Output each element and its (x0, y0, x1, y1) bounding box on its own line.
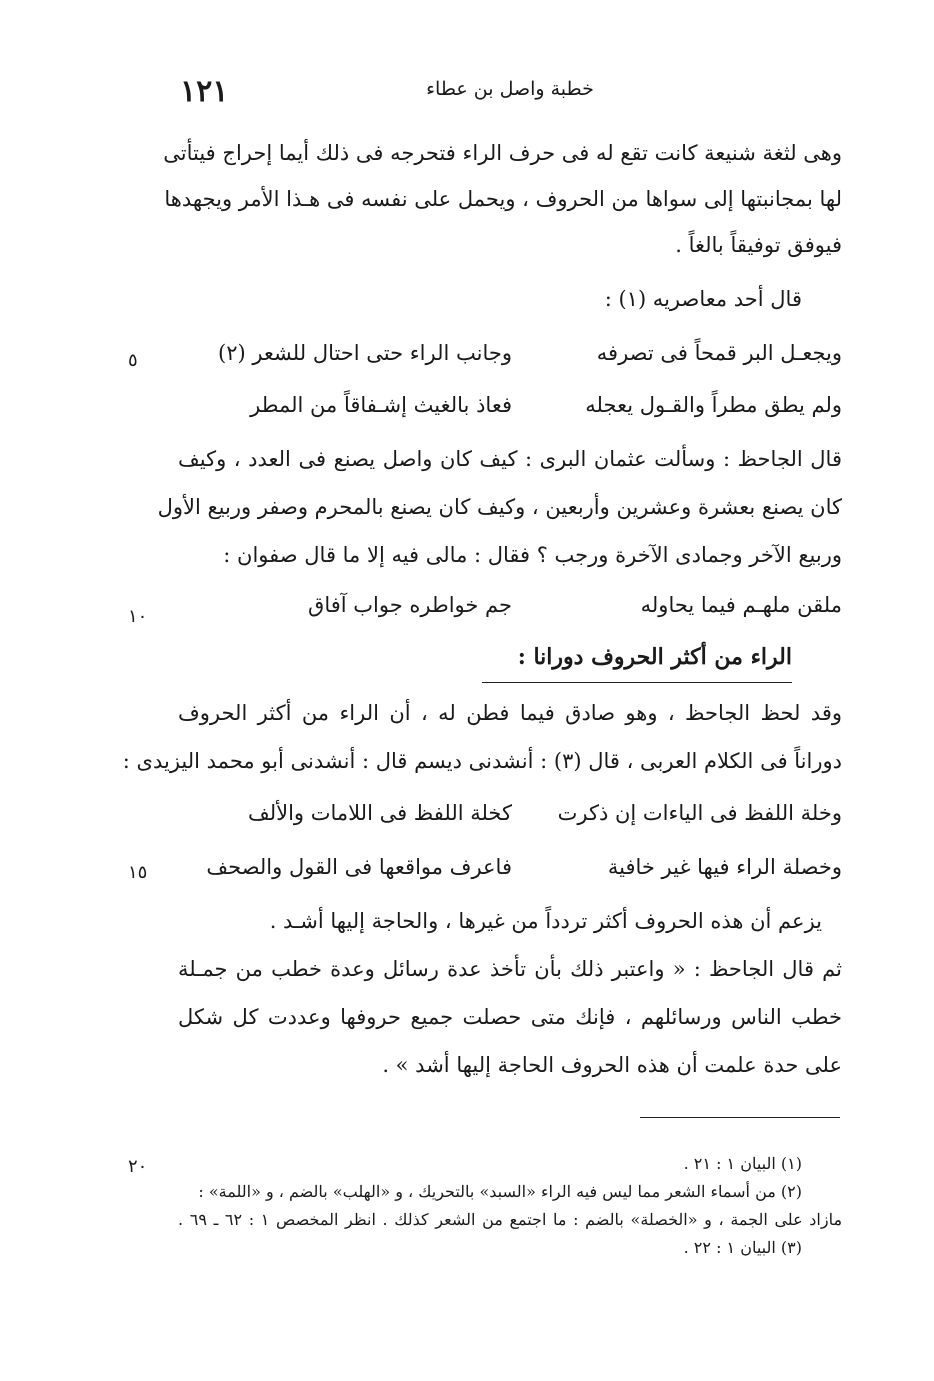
verse-intro: قال أحد معاصريه (١) : (604, 287, 802, 311)
paragraph-line: على حدة علمت أن هذه الحروف الحاجة إليها أشد » . (382, 1053, 842, 1077)
poem-verse (178, 790, 842, 836)
poem-verse (178, 844, 842, 890)
verse-hemistich-second: كخلة اللفظ فى اللامات والألف (247, 801, 512, 825)
line-number-marker: ٥ (128, 350, 138, 371)
poem-verse (178, 330, 842, 376)
paragraph-line: وربيع الآخر وجمادى الآخرة ورجب ؟ فقال : مالى فيه إلا ما قال صفوان : (223, 543, 842, 567)
paragraph-line: لها بمجانبتها إلى سواها من الحروف ، ويحمل على نفسه فى هـذا الأمر ويجهدها (164, 187, 842, 211)
paragraph-line: ثم قال الجاحظ : « واعتبر ذلك بأن تأخذ عدة رسائل وعدة خطب من جمـلة (178, 957, 842, 981)
footnote-separator (640, 1117, 840, 1118)
section-subheading: الراء من أكثر الحروف دورانا : (517, 644, 792, 670)
running-title: خطبة واصل بن عطاء (426, 78, 594, 100)
line-number-marker: ٢٠ (128, 1156, 148, 1177)
footnote: (١) البيان ١ : ٢١ . (683, 1154, 802, 1173)
verse-hemistich-second: جم خواطره جواب آفاق (308, 593, 512, 617)
footnote: (٣) البيان ١ : ٢٢ . (683, 1238, 802, 1257)
verse-hemistich-second: فاعرف مواقعها فى القول والصحف (206, 855, 512, 879)
line-number-marker: ١٠ (128, 606, 148, 627)
paragraph-line: وقد لحظ الجاحظ ، وهو صادق فيما فطن له ، أن الراء من أكثر الحروف (178, 701, 842, 725)
paragraph-line: كان يصنع بعشرة وعشرين وأربعين ، وكيف كان يصنع بالمحرم وصفر وربيع الأول (157, 495, 842, 519)
line-number-marker: ١٥ (128, 862, 148, 883)
verse-hemistich-first: وخصلة الراء فيها غير خافية (607, 855, 842, 879)
poem-verse (178, 582, 842, 628)
verse-hemistich-second: فعاذ بالغيث إشـفاقاً من المطر (250, 393, 512, 417)
paragraph-line: خطب الناس ورسائلهم ، فإنك متى حصلت جميع حروفها وعددت كل شكل (178, 1005, 842, 1029)
verse-hemistich-first: ملقن ملهـم فيما يحاوله (640, 593, 842, 617)
page-header (180, 70, 840, 110)
paragraph-line: يزعم أن هذه الحروف أكثر تردداً من غيرها ، والحاجة إليها أشـد . (269, 909, 822, 933)
paragraph-line: وهى لثغة شنيعة كانت تقع له فى حرف الراء فتحرجه فى ذلك أيما إحراج فيتأتى (163, 141, 842, 165)
verse-hemistich-first: ويجعـل البر قمحاً فى تصرفه (596, 341, 842, 365)
footnote-continuation: مازاد على الجمة ، و «الخصلة» بالضم : ما اجتمع من الشعر كذلك . انظر المخصص ١ : ٦٢ ـ ٦٩ . (178, 1210, 843, 1229)
verse-hemistich-first: وخلة اللفظ فى الياءات إن ذكرت (557, 801, 842, 825)
verse-hemistich-second: وجانب الراء حتى احتال للشعر (٢) (217, 341, 512, 365)
poem-verse (178, 382, 842, 428)
page-number: ١٢١ (180, 74, 229, 109)
footnote: (٢) من أسماء الشعر مما ليس فيه الراء «السبد» بالتحريك ، و «الهلب» بالضم ، و «اللمة» : (198, 1182, 802, 1201)
verse-hemistich-first: ولم يطق مطراً والقـول يعجله (585, 393, 842, 417)
footnotes (178, 1150, 842, 1280)
paragraph-line: دوراناً فى الكلام العربى ، قال (٣) : أنشدنى ديسم قال : أنشدنى أبو محمد اليزيدى : (122, 749, 842, 773)
subheading-rule (482, 682, 792, 683)
paragraph-line: فيوفق توفيقاً بالغاً . (675, 233, 842, 257)
paragraph-line: قال الجاحظ : وسألت عثمان البرى : كيف كان واصل يصنع فى العدد ، وكيف (178, 447, 842, 471)
